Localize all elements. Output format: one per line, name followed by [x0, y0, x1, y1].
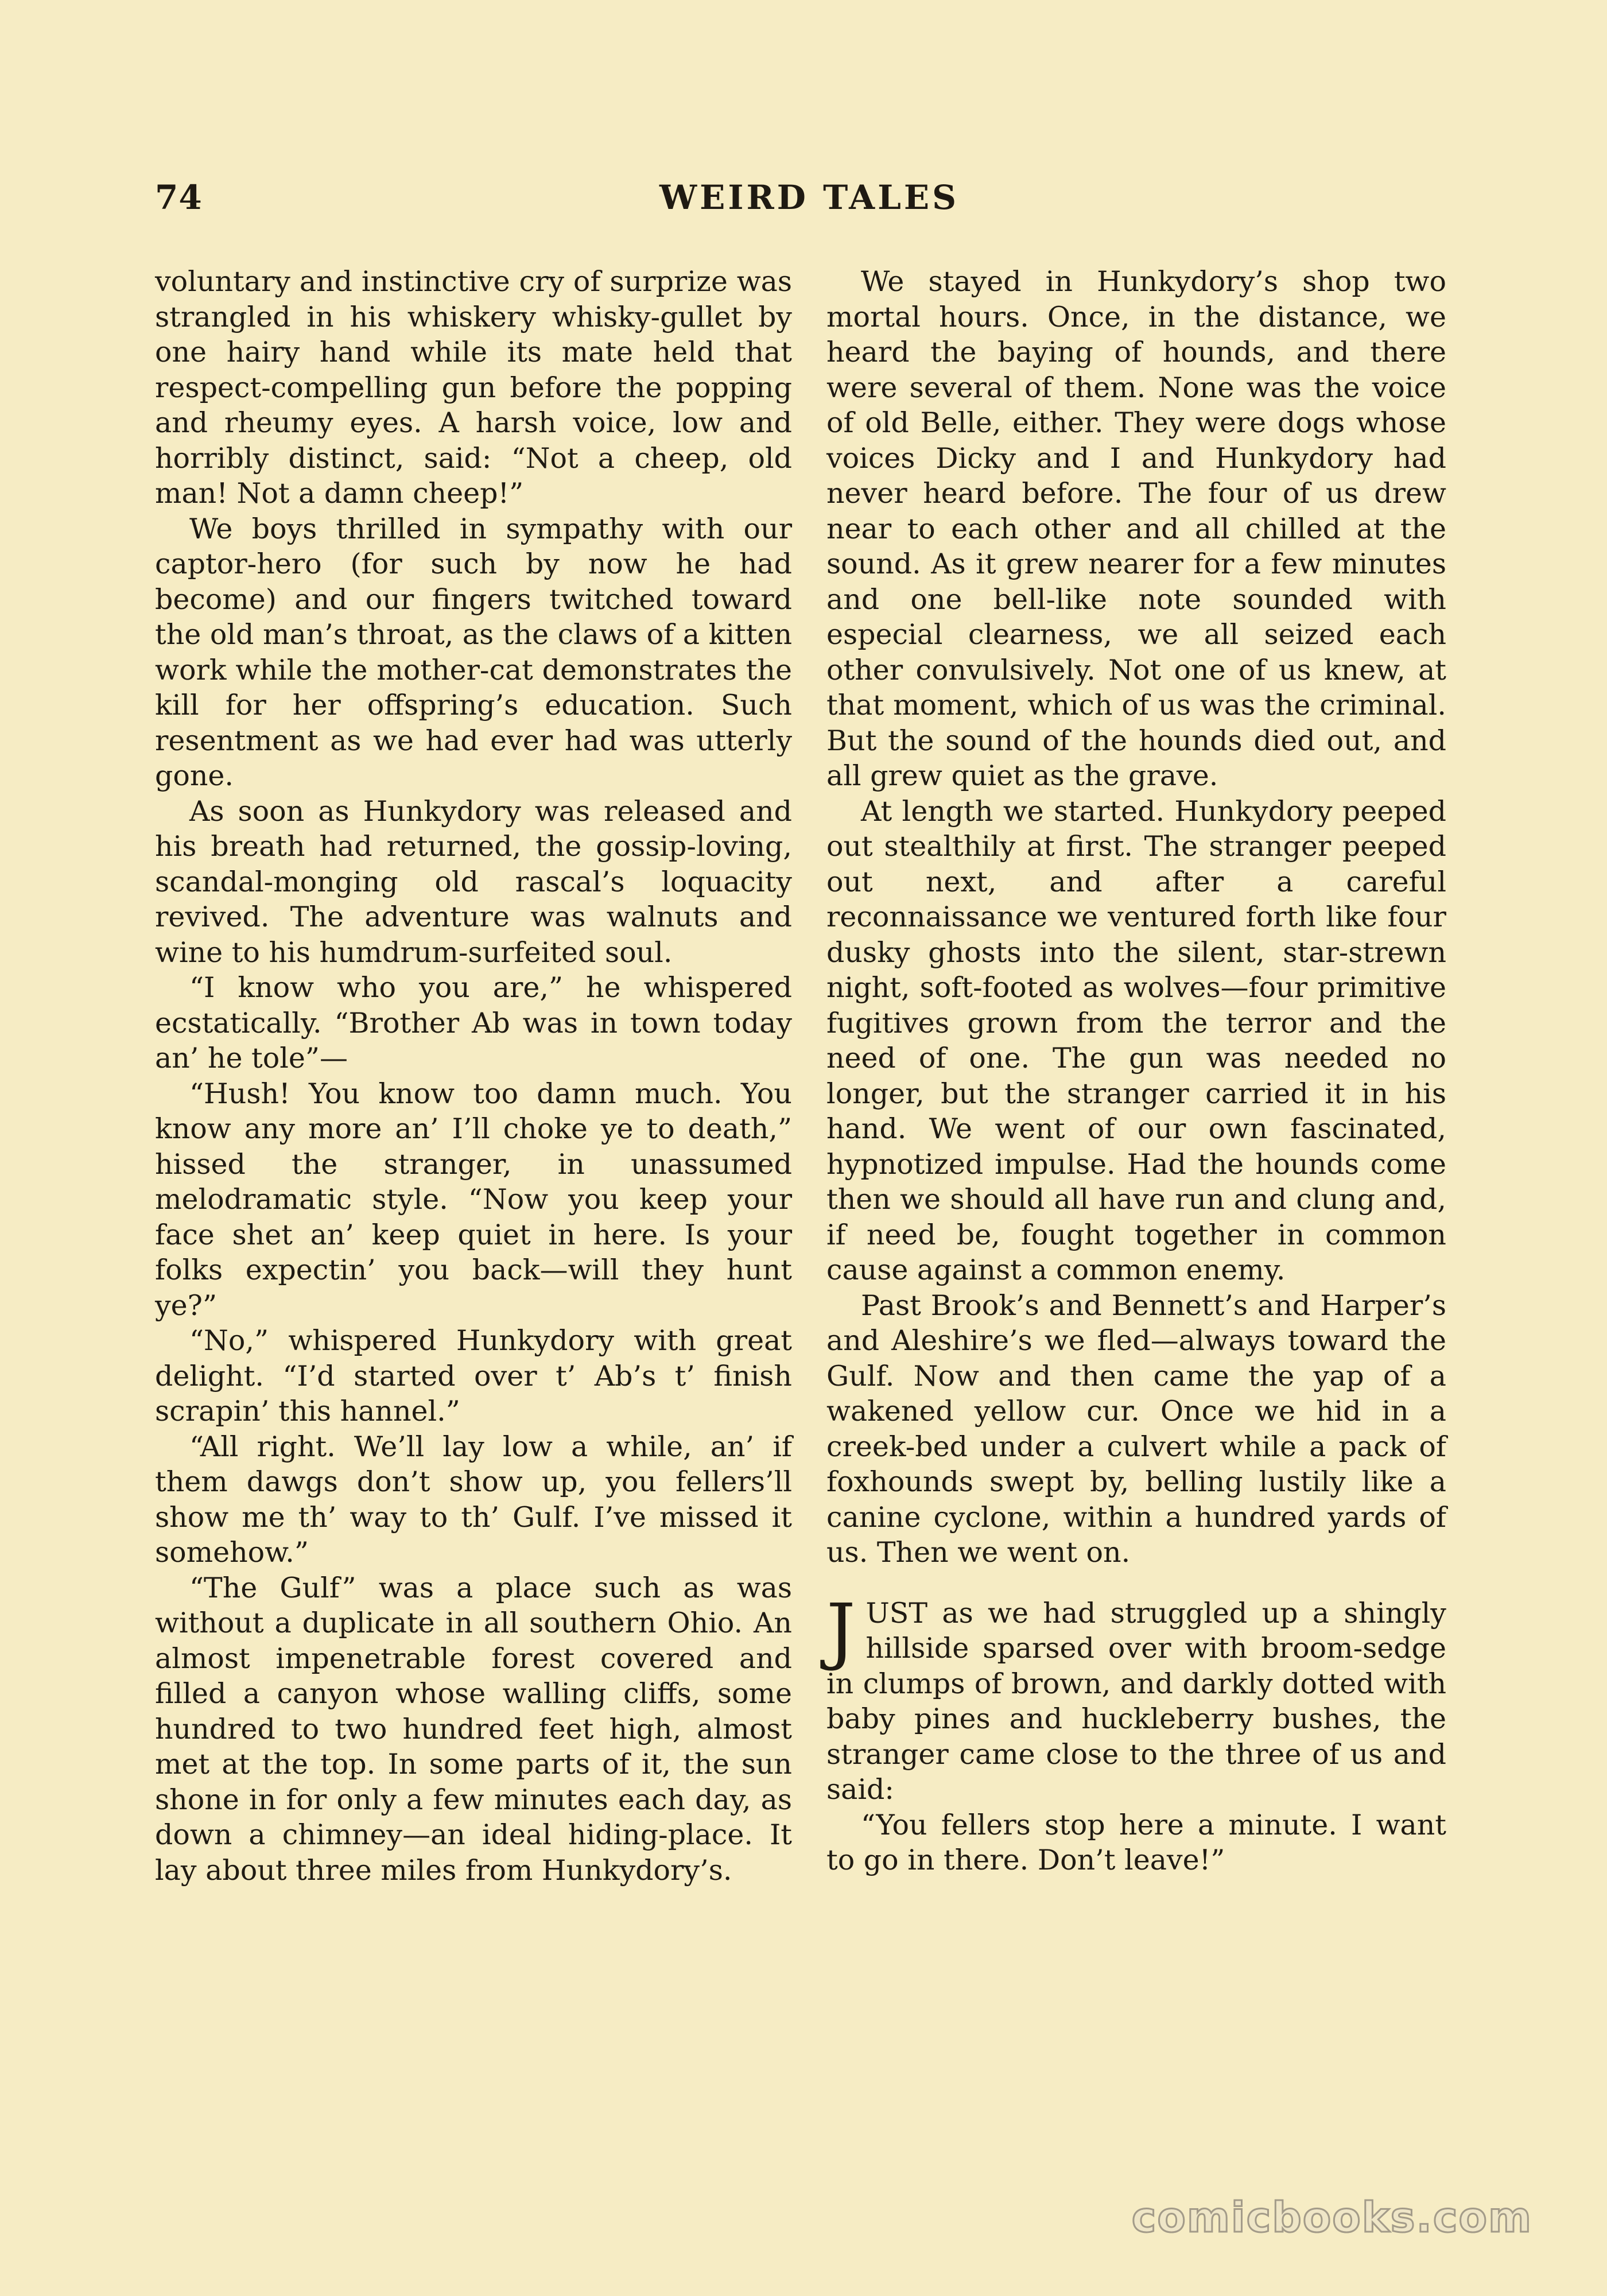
drop-cap: J — [826, 1588, 856, 1673]
paragraph: voluntary and instinctive cry of surprize was strangled in his whiskery whisky-gullet by one hairy hand while its mate held that respect-compelling gun before the popping and rheumy eyes. A harsh voice, low and horribly distinct, said: “Not a cheep, old man! Not a damn cheep!” — [155, 265, 792, 510]
watermark: comicbooks.com — [1131, 2193, 1532, 2241]
paragraph: “The Gulf” was a place such as was without a duplicate in all southern Ohio. An almost impenetrable forest covered and filled a canyon whose walling cliffs, some hundred to two hundred feet high, almost met at the top. In some parts of it, the sun shone in for only a few minutes each day, as down a chimney—an ideal hiding-place. It lay about three miles from Hunkydory’s. — [155, 1571, 792, 1887]
paragraph: Past Brook’s and Bennett’s and Harper’s and Aleshire’s we fled—always toward the Gulf. Now and then came the yap of a wakened yellow cur. Once we hid in a creek-bed under a culvert while a pack of foxhounds swept by, belling lustily like a canine cyclone, within a hundred yards of us. Then we went on. — [826, 1289, 1446, 1569]
page-number: 74 — [155, 178, 203, 217]
left-column — [155, 264, 792, 1888]
section-opening-text: UST as we had struggled up a shingly hillside sparsed over with broom-sedge in clumps of brown, and darkly dotted with baby pines and huckleberry bushes, the stranger came close to the three of us and said: — [826, 1596, 1446, 1806]
paragraph: We stayed in Hunkydory’s shop two mortal hours. Once, in the distance, we heard the baying of hounds, and there were several of them. None was the voice of old Belle, either. They were dogs whose voices Dicky and I and Hunkydory had never heard before. The four of us drew near to each other and all chilled at the sound. As it grew nearer for a few minutes and one bell-like note sounded with especial clearness, we all seized each other convulsively. Not one of us knew, at that moment, which of us was the criminal. But the sound of the hounds died out, and all grew quiet as the grave. — [826, 265, 1446, 792]
paragraph: “No,” whispered Hunkydory with great delight. “I’d started over t’ Ab’s t’ finish scrapin’ this hannel.” — [155, 1324, 792, 1428]
running-head — [155, 178, 1464, 230]
paragraph: “I know who you are,” he whispered ecstatically. “Brother Ab was in town today an’ he tole”— — [155, 971, 792, 1075]
right-column — [826, 264, 1446, 1878]
paragraph: We boys thrilled in sympathy with our captor-hero (for such by now he had become) and our fingers twitched toward the old man’s throat, as the claws of a kitten work while the mother-cat demonstrates the kill for her offspring’s education. Such resentment as we had ever had was utterly gone. — [155, 512, 792, 792]
paragraph: “Hush! You know too damn much. You know any more an’ I’ll choke ye to death,” hissed the stranger, in unassumed melodramatic style. “Now you keep your face shet an’ keep quiet in here. Is your folks expectin’ you back—will they hunt ye?” — [155, 1077, 792, 1322]
paragraph: As soon as Hunkydory was released and his breath had returned, the gossip-loving, scandal-monging old rascal’s loquacity revived. The adventure was walnuts and wine to his humdrum-surfeited soul. — [155, 794, 792, 969]
paragraph: At length we started. Hunkydory peeped out stealthily at first. The stranger peeped out next, and after a careful reconnaissance we ventured forth like four dusky ghosts into the silent, star-strewn night, soft-footed as wolves—four primitive fugitives grown from the terror and the need of one. The gun was needed no longer, but the stranger carried it in his hand. We went of our own fascinated, hypnotized impulse. Had the hounds come then we should all have run and clung and, if need be, fought together in common cause against a common enemy. — [826, 794, 1446, 1286]
paragraph: “You fellers stop here a minute. I want to go in there. Don’t leave!” — [826, 1808, 1446, 1876]
journal-title: WEIRD TALES — [659, 178, 960, 217]
paragraph: “All right. We’ll lay low a while, an’ if them dawgs don’t show up, you fellers’ll show me th’ way to th’ Gulf. I’ve missed it somehow.” — [155, 1430, 792, 1569]
section-opening-paragraph — [826, 1588, 1446, 1808]
